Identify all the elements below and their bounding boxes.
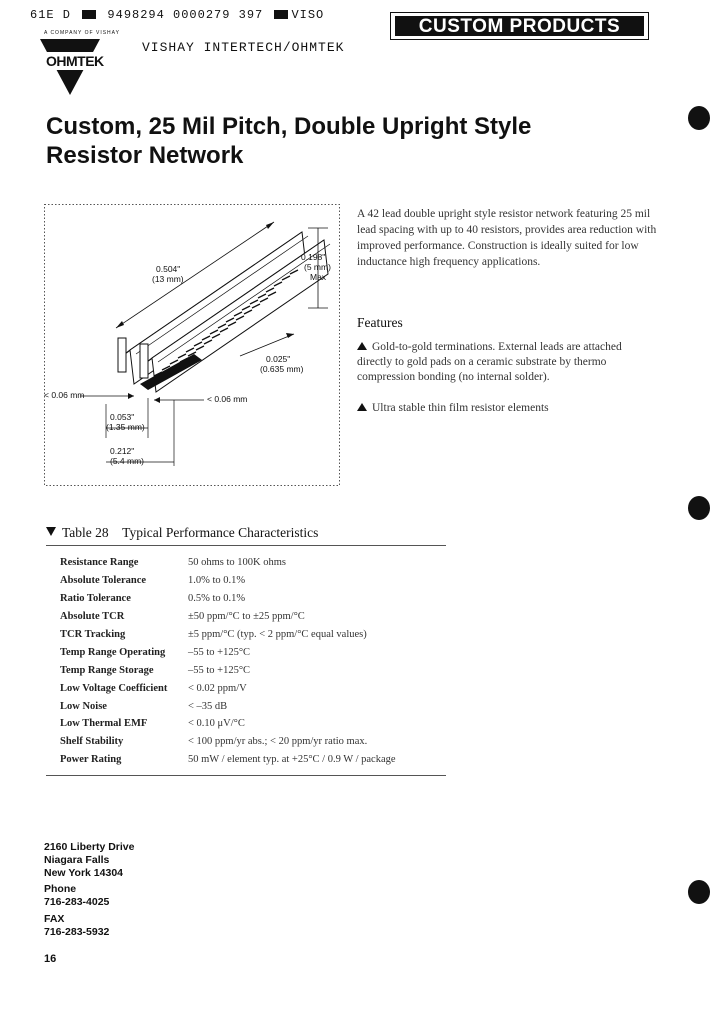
value-cell: < –35 dB [188, 700, 228, 712]
page-number: 16 [44, 953, 57, 965]
dim-lead-left: < 0.06 mm [44, 390, 85, 400]
param-cell: Temp Range Storage [60, 664, 154, 676]
dim-height-mm: (5 mm) [304, 262, 331, 272]
punch-hole [688, 880, 710, 904]
param-cell: Temp Range Operating [60, 646, 166, 658]
table-row [46, 733, 446, 751]
table-title: Typical Performance Characteristics [122, 525, 319, 540]
address-street: 2160 Liberty Drive [44, 841, 135, 853]
table-row [46, 697, 446, 715]
scan-mark [274, 10, 288, 19]
feature-text: Ultra stable thin film resistor elements [372, 402, 549, 414]
dim-length: 0.504" [156, 264, 181, 274]
punch-hole [688, 496, 710, 520]
logo-tagline: A COMPANY OF VISHAY [44, 30, 120, 36]
table-row [46, 679, 446, 697]
scan-code-middle: 9498294 0000279 397 [107, 8, 264, 22]
value-cell: ±50 ppm/°C to ±25 ppm/°C [188, 611, 305, 623]
scan-code-suffix: VISO [291, 8, 325, 22]
title-line-1: Custom, 25 Mil Pitch, Double Upright Style [46, 113, 532, 140]
dim-row: 0.053" [110, 412, 135, 422]
triangle-down-icon [46, 527, 56, 536]
param-cell: Low Noise [60, 700, 107, 712]
value-cell: < 0.10 μV/°C [188, 718, 245, 730]
address-block [44, 841, 134, 939]
feature-item [357, 401, 652, 416]
ohmtek-logo [40, 25, 124, 97]
param-cell: Shelf Stability [60, 736, 124, 748]
dim-lead-right: < 0.06 mm [207, 394, 248, 404]
banner-text: CUSTOM PRODUCTS [395, 16, 644, 36]
table-row [46, 572, 446, 590]
value-cell: –55 to +125°C [188, 646, 251, 658]
scan-mark [82, 10, 96, 19]
value-cell: 1.0% to 0.1% [188, 575, 246, 587]
resistor-network-diagram [44, 204, 340, 486]
feature-text: Gold-to-gold terminations. External leads are attached directly to gold pads on a ceramic substrate by thermo compression bonding (no internal solder). [357, 341, 622, 383]
address-state-zip: New York 14304 [44, 866, 123, 879]
product-description: A 42 lead double upright style resistor network featuring 25 mil lead spacing with up to 40 resistors, provides area reduction with improved performance. Construction is ideally suited for low inductance high frequency applications. [357, 208, 657, 268]
table-row [46, 554, 446, 572]
logo-text: OHMTEK [46, 53, 104, 69]
dim-height: 0.198" [301, 252, 326, 262]
company-name: VISHAY INTERTECH/OHMTEK [142, 40, 345, 55]
table-row [46, 715, 446, 733]
punch-hole [688, 106, 710, 130]
phone-number: 716-283-4025 [44, 896, 110, 909]
triangle-bullet-icon [357, 342, 367, 350]
fax-label: FAX [44, 912, 65, 925]
page-title [46, 112, 646, 170]
table-bottom-rule [46, 775, 446, 776]
dim-length-mm: (13 mm) [152, 274, 184, 284]
value-cell: 0.5% to 0.1% [188, 593, 246, 605]
dim-height-note: Max [310, 272, 327, 282]
table-row [46, 751, 446, 769]
address-city: Niagara Falls [44, 853, 110, 866]
fax-number: 716-283-5932 [44, 925, 110, 938]
dim-width: 0.212" [110, 446, 135, 456]
param-cell: Resistance Range [60, 557, 139, 569]
table-row [46, 626, 446, 644]
dim-width-mm: (5.4 mm) [110, 456, 144, 466]
table-heading [46, 525, 318, 541]
dim-pitch-mm: (0.635 mm) [260, 364, 304, 374]
dim-pitch: 0.025" [266, 354, 291, 364]
table-row [46, 661, 446, 679]
param-cell: Ratio Tolerance [60, 593, 131, 605]
param-cell: Low Thermal EMF [60, 718, 148, 730]
value-cell: –55 to +125°C [188, 664, 251, 676]
param-cell: TCR Tracking [60, 629, 126, 640]
table-top-rule [46, 545, 446, 546]
param-cell: Absolute TCR [60, 611, 125, 623]
table-row [46, 590, 446, 608]
features-heading: Features [357, 315, 403, 330]
phone-label: Phone [44, 883, 77, 896]
dim-row-mm: (1.35 mm) [106, 422, 145, 432]
feature-item [357, 340, 652, 385]
value-cell: < 100 ppm/yr abs.; < 20 ppm/yr ratio max. [188, 736, 368, 748]
value-cell: ±5 ppm/°C (typ. < 2 ppm/°C equal values) [188, 629, 367, 640]
custom-products-banner [390, 12, 649, 40]
triangle-bullet-icon [357, 403, 367, 411]
param-cell: Low Voltage Coefficient [60, 682, 168, 694]
title-line-2: Resistor Network [46, 142, 244, 169]
value-cell: 50 mW / element typ. at +25°C / 0.9 W / package [188, 754, 396, 766]
scan-code-prefix: 61E D [30, 8, 72, 22]
scan-code-line [30, 8, 324, 22]
table-label: Table 28 [62, 525, 109, 540]
param-cell: Power Rating [60, 754, 122, 766]
table-row [46, 643, 446, 661]
performance-table [46, 554, 446, 769]
value-cell: < 0.02 ppm/V [188, 682, 247, 694]
table-row [46, 608, 446, 626]
value-cell: 50 ohms to 100K ohms [188, 557, 287, 569]
param-cell: Absolute Tolerance [60, 575, 147, 587]
